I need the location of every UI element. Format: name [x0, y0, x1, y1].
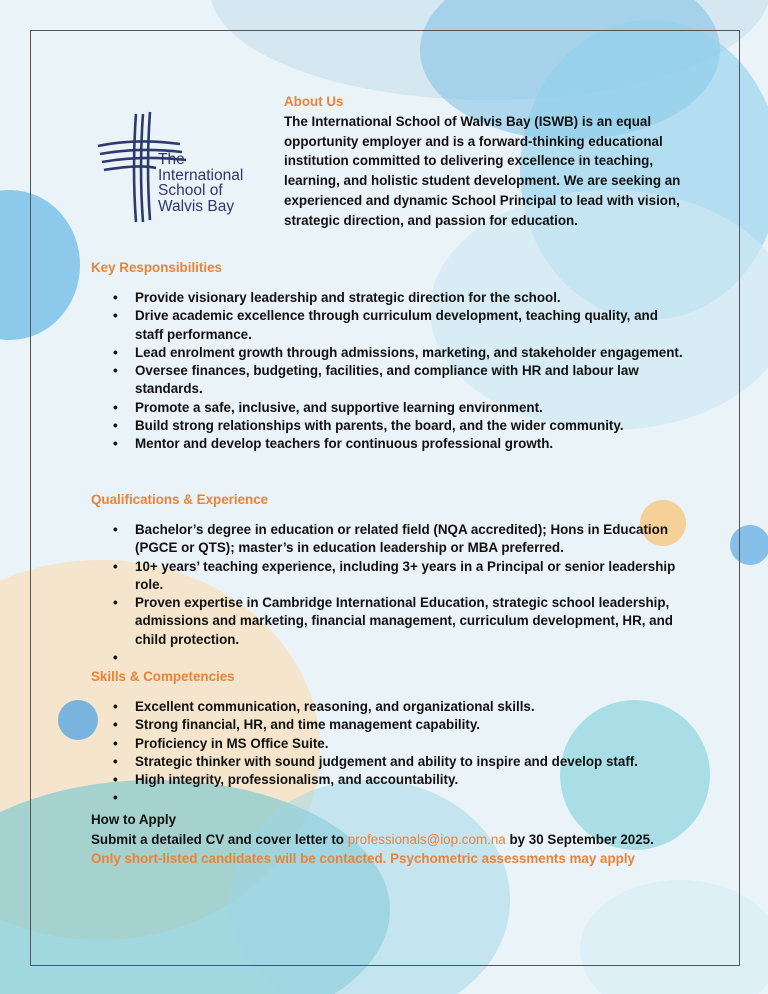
qualifications-list [91, 521, 686, 667]
responsibilities-list [91, 289, 686, 454]
logo-line: Walvis Bay [158, 197, 235, 215]
apply-section [91, 810, 691, 869]
list-item [91, 649, 686, 667]
list-item: • Mentor and develop teachers for continuous professional growth. [91, 435, 686, 453]
logo-line: School of [158, 182, 223, 199]
list-item: • Build strong relationships with parents, the board, and the wider community. [91, 417, 686, 435]
apply-note: Only short-listed candidates will be contacted. Psychometric assessments may apply [91, 851, 636, 866]
apply-title: How to Apply [91, 812, 177, 827]
about-body: The International School of Walvis Bay (ISWB) is an equal opportunity employer and is a forward-thinking educational institution committed to delivering excellence in teaching, learning, and holistic student development. We are seeking an experienced and dynamic School Principal to lead with vision, strategic direction, and passion for education. [284, 113, 681, 228]
skills-title: Skills & Competencies [91, 669, 235, 684]
responsibilities-title: Key Responsibilities [91, 260, 222, 275]
apply-text: Submit a detailed CV and cover letter to [91, 831, 348, 847]
list-item: • Promote a safe, inclusive, and supportive learning environment. [91, 399, 686, 417]
about-section [284, 92, 684, 231]
list-item: • 10+ years’ teaching experience, including 3+ years in a Principal or senior leadership role. [91, 558, 686, 595]
about-title: About Us [284, 94, 344, 109]
apply-email-link[interactable]: professionals@iop.com.na [347, 831, 506, 847]
list-item: • Proven expertise in Cambridge International Education, strategic school leadership, admissions and marketing, financial management, curriculum development, HR, and child protection. [91, 594, 686, 649]
list-item: • Strategic thinker with sound judgement and ability to inspire and develop staff. [91, 753, 686, 771]
apply-text: by 30 September 2025. [505, 831, 654, 847]
logo-line: The [158, 151, 185, 168]
list-item: • Strong financial, HR, and time management capability. [91, 716, 686, 734]
list-item: • Bachelor’s degree in education or related field (NQA accredited); Hons in Education (PGCE or QTS); master’s in education leadership or MBA preferred. [91, 521, 686, 558]
list-item: • High integrity, professionalism, and accountability. [91, 771, 686, 789]
logo-line: International [158, 166, 244, 184]
qualifications-title: Qualifications & Experience [91, 492, 269, 507]
list-item [91, 789, 686, 807]
skills-list [91, 698, 686, 807]
apply-instructions [91, 830, 691, 850]
list-item: • Oversee finances, budgeting, facilities, and compliance with HR and labour law standards. [91, 362, 686, 399]
list-item: • Provide visionary leadership and strategic direction for the school. [91, 289, 686, 307]
list-item: • Lead enrolment growth through admissions, marketing, and stakeholder engagement. [91, 344, 686, 362]
list-item: • Proficiency in MS Office Suite. [91, 735, 686, 753]
school-logo-text [158, 152, 243, 214]
list-item: • Drive academic excellence through curriculum development, teaching quality, and staff performance. [91, 307, 686, 344]
list-item: • Excellent communication, reasoning, and organizational skills. [91, 698, 686, 716]
